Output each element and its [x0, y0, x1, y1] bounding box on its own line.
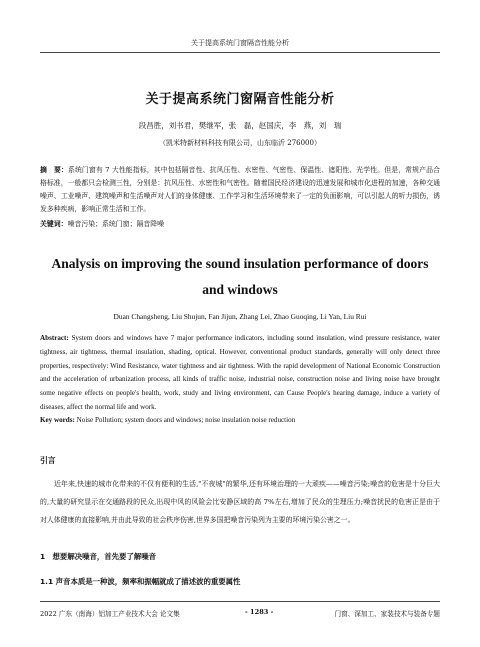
cn-title: 关于提高系统门窗隔音性能分析	[145, 92, 335, 107]
cn-affiliation: （凯米特新材料科技有限公司，山东临沂 276000）	[159, 139, 321, 147]
en-abstract-text: System doors and windows have 7 major performance indicators, including sound insulation, wind pressure resistance, water tightness, air tightness, thermal insulation, shading, optical. However, conventional product standards, generally will only detect three properties, respectively: Wind Resistance, water tightness and air tightness. With the rapid development of National Economic Construction and the acceleration of urbanization process, all kinds of traffic noise, industrial noise, construction noise and living noise have brought some negative effects on people's health, work, study and living environment, can Cause People's hearing damage, induce a variety of diseases, affect the normal life and work.	[40, 334, 441, 411]
cn-abstract-label: 摘 要：	[40, 166, 68, 174]
intro-heading: 引言	[40, 456, 56, 465]
cn-keywords-text: 噪音污染；系统门窗；隔音降噪	[67, 220, 165, 228]
section-1-1-heading: 1.1 声音本质是一种波，频率和振幅就成了描述波的重要属性	[40, 577, 241, 586]
cn-keywords-label: 关键词：	[40, 220, 68, 228]
en-keywords-text: Noise Pollution; system doors and windows; noise insulation noise reduction	[76, 416, 296, 424]
page-footer	[40, 601, 440, 620]
en-authors: Duan Changsheng, Liu Shujun, Fan Jijun, Zhang Lei, Zhao Guoqing, Li Yan, Liu Rui	[113, 312, 367, 321]
cn-abstract-text: 系统门窗有 7 大性能指标，其中包括隔音性、抗风压性、水密性、气密性、保温性、遮阳性、光学性。但是，常规产品合格标准，一般都只会检测三性，分别是：抗风压性、水密性和气密性。随着国民经济建设的迅速发展和城市化进程的加速，各种交通噪声、工业噪声、建筑噪声和生活噪声对人们的身体健康、工作学习和生活环境带来了一定的负面影响，可以引起人的听力损伤，诱发多种疾病，影响正常生活和工作。	[40, 166, 441, 213]
en-keywords	[40, 416, 440, 424]
cn-keywords	[40, 218, 440, 228]
footer-topic: 门窗、深加工、家装技术与装备专题	[334, 610, 440, 618]
cn-authors: 段昌胜，刘书君，樊继军，张 磊，赵国庆，李 燕，刘 瑞	[138, 121, 342, 130]
running-head: 关于提高系统门窗隔音性能分析	[40, 38, 440, 53]
cn-abstract	[40, 164, 440, 216]
en-keywords-label: Key words:	[40, 416, 75, 424]
en-title: Analysis on improving the sound insulation performance of doors and windows	[51, 256, 429, 297]
en-abstract	[40, 332, 440, 415]
section-1-heading: 1 想要解决噪音，首先要了解噪音	[40, 552, 157, 561]
en-abstract-label: Abstract:	[40, 334, 69, 342]
footer-proceedings: 2022 广东（南海）铝加工产业技术大会 论文集	[40, 610, 180, 618]
page-number: - 1283 -	[245, 608, 274, 616]
intro-body: 近年来,快速的城市化带来的不仅有便利的生活,"不夜城"的繁华,还有环境治理的一大顽疾——噪音污染;噪音的危害是十分巨大的,大量的研究显示在交通路段的民众,出现中风的风险会比安静区域的高 7%左右,增加了民众的生理压力;噪音扰民的危害正是由于对人体健康的直接影响,并由此导致的社会秩序伤害,世界多国把噪音污染列为主要的环境污染公害之一。	[40, 480, 440, 524]
